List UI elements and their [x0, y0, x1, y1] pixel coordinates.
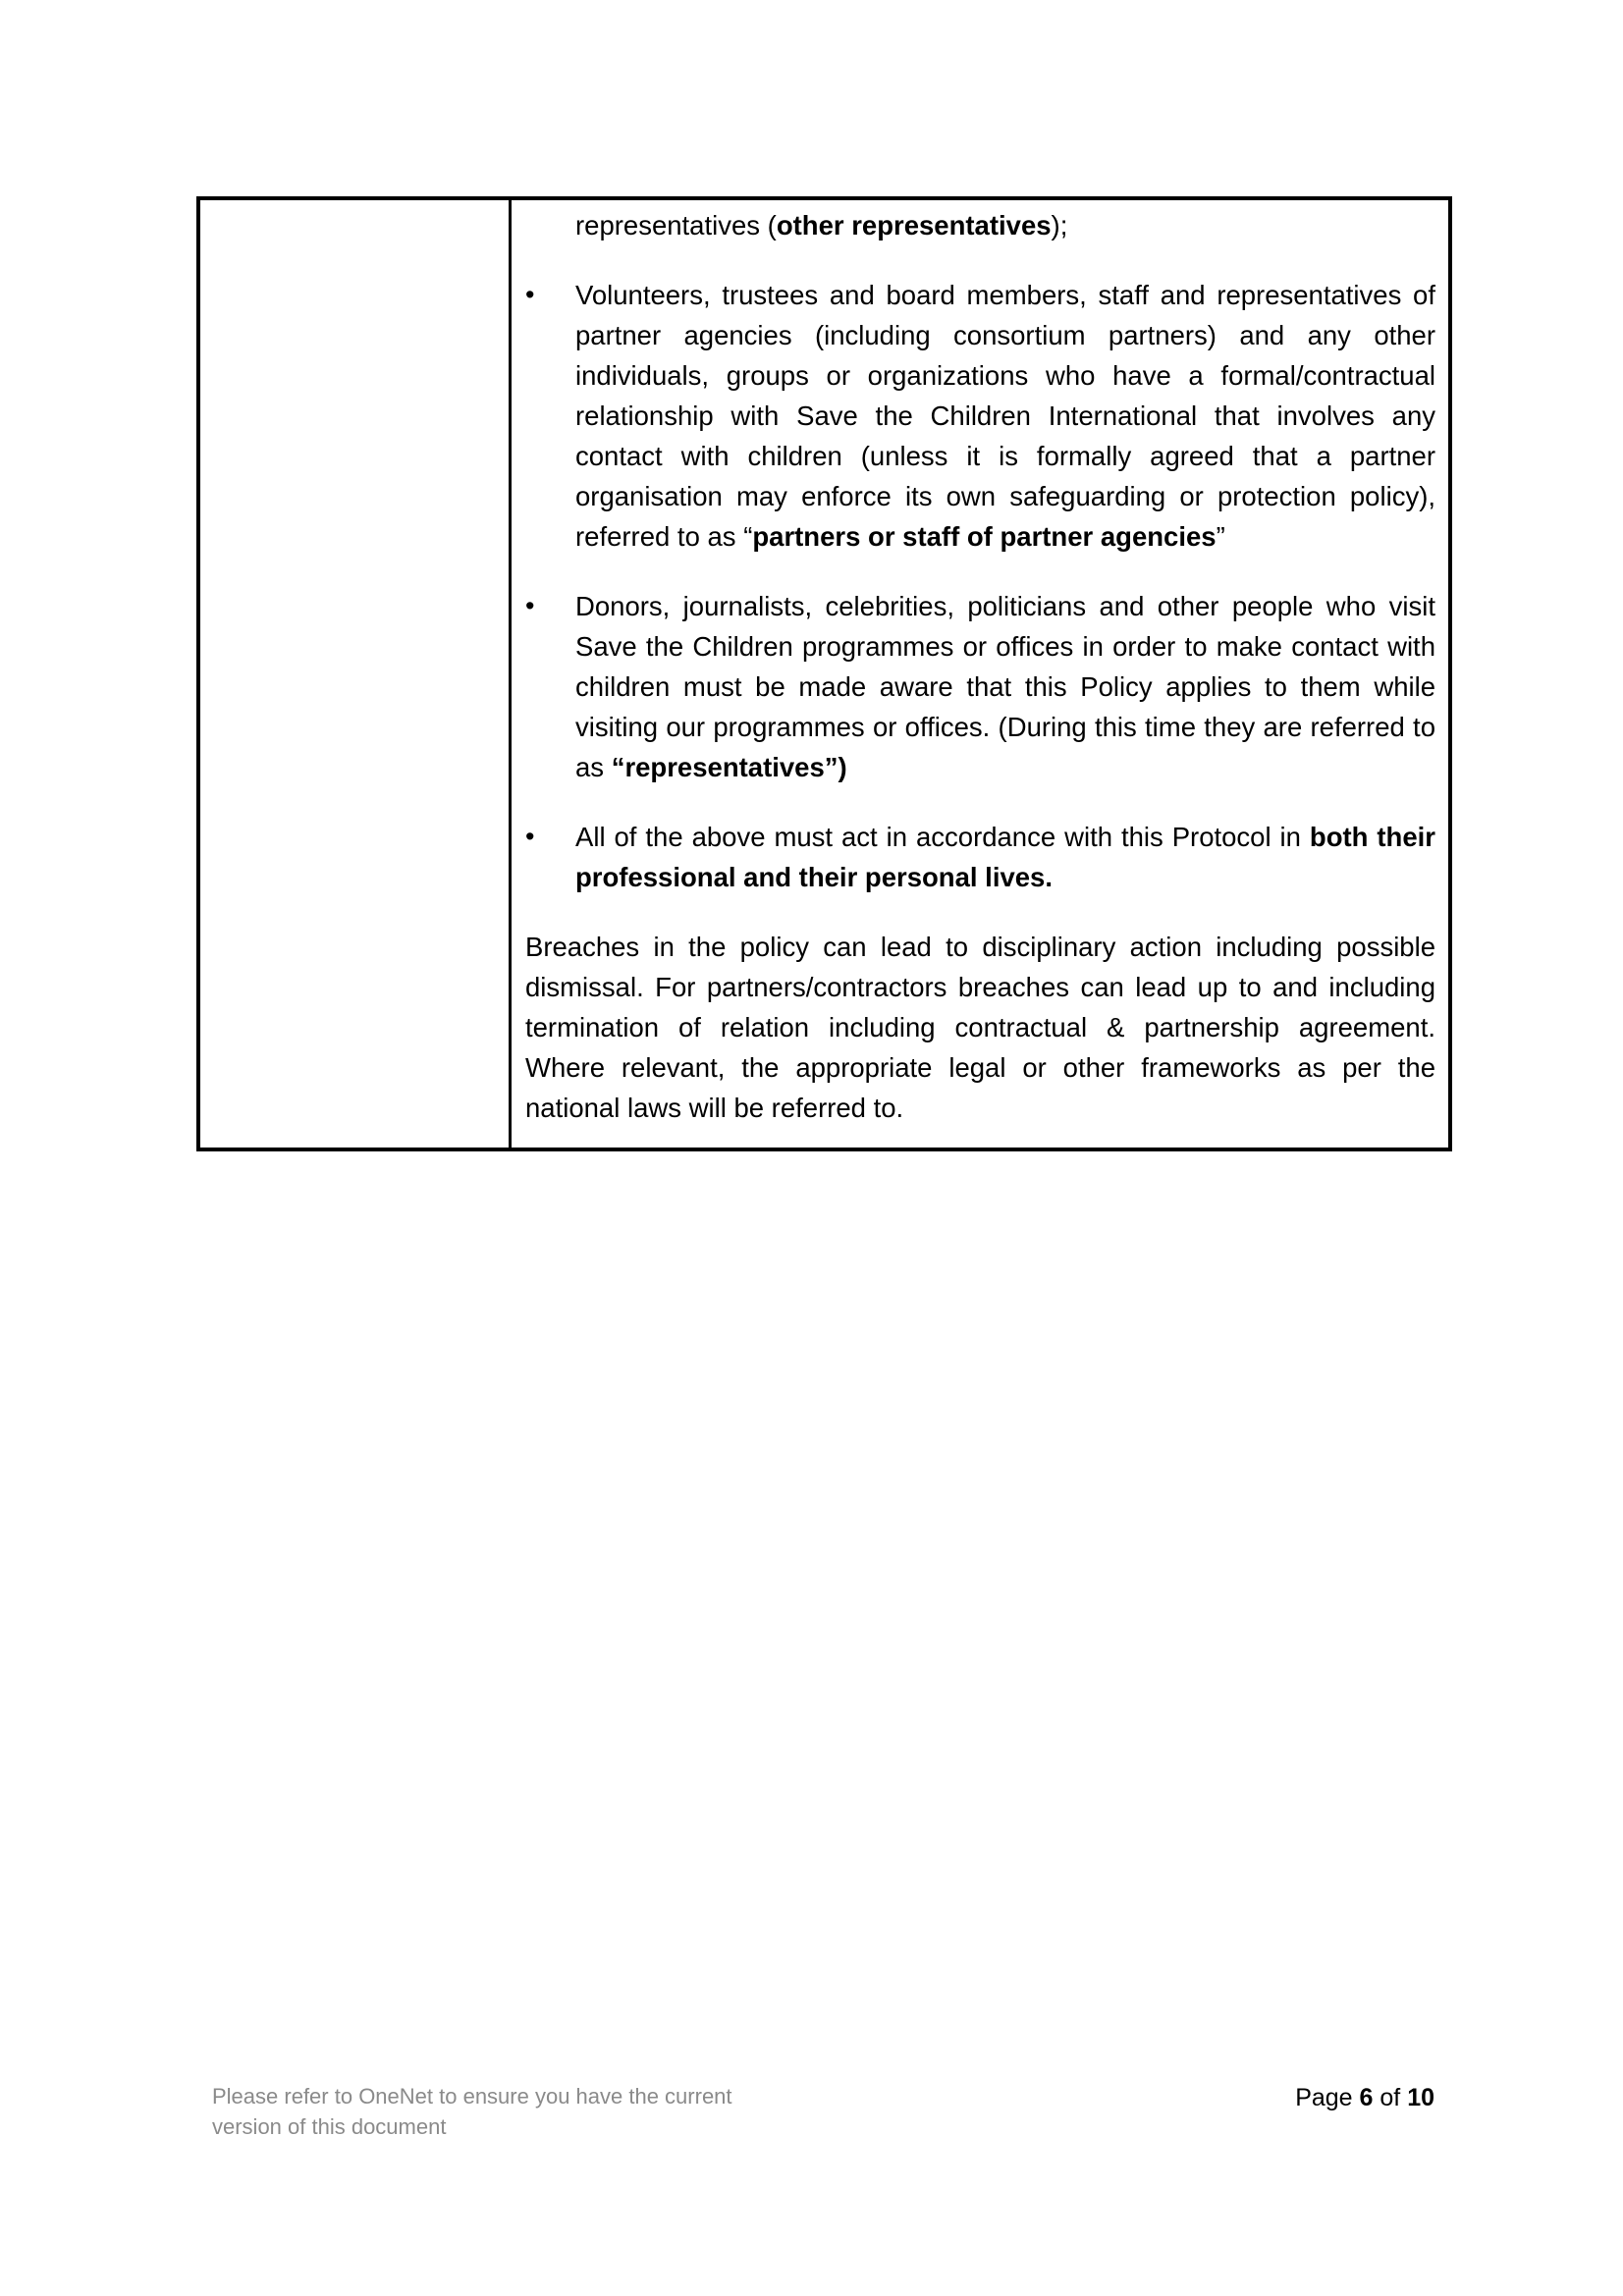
bullet-text: Donors, journalists, celebrities, politicians and other people who visit Save the Children programmes or offices in order to make contact with children must be made aware that this Policy applies to them while visiting our programmes or offices. (During this time they are referred to as “representatives”) [575, 591, 1435, 782]
continued-text: representatives (other representatives); [575, 210, 1068, 240]
bold-term: both their professional and their personal lives. [575, 822, 1435, 892]
bullet-icon: • [525, 822, 535, 851]
bullet-item-conduct [525, 817, 1435, 897]
bold-term: “representatives”) [611, 752, 847, 782]
table-left-cell [200, 200, 512, 1148]
bullet-icon: • [525, 591, 535, 620]
breaches-paragraph: Breaches in the policy can lead to disciplinary action including possible dismissal. For partners/contractors breaches can lead up to and including termination of relation including contractual & partnership agreement. Where relevant, the appropriate legal or other frameworks as per the national laws will be referred to. [525, 932, 1435, 1123]
bullet-text: All of the above must act in accordance with this Protocol in both their professional and their personal lives. [575, 822, 1435, 892]
bold-term: partners or staff of partner agencies [752, 521, 1217, 552]
bold-term: other representatives [776, 210, 1052, 240]
footer-note [212, 2081, 840, 2142]
page-number: Page 6 of 10 [1295, 2084, 1434, 2111]
footer-note-line: Please refer to OneNet to ensure you have the current [212, 2084, 732, 2109]
policy-table [196, 196, 1452, 1151]
bullet-item-visitors [525, 586, 1435, 787]
footer-note-line: version of this document [212, 2114, 447, 2139]
table-right-cell [512, 200, 1448, 1148]
bullet-text: Volunteers, trustees and board members, staff and representatives of partner agencies (including consortium partners) and any other individuals, groups or organizations who have a formal/contractual relationship with Save the Children International that involves any contact with children (unless it is formally agreed that a partner organisation may enforce its own safeguarding or protection policy), referred to as “partners or staff of partner agencies” [575, 280, 1435, 552]
bullet-item-partners [525, 275, 1435, 557]
total-pages: 10 [1407, 2084, 1434, 2111]
bullet-icon: • [525, 280, 535, 309]
current-page: 6 [1359, 2084, 1374, 2111]
